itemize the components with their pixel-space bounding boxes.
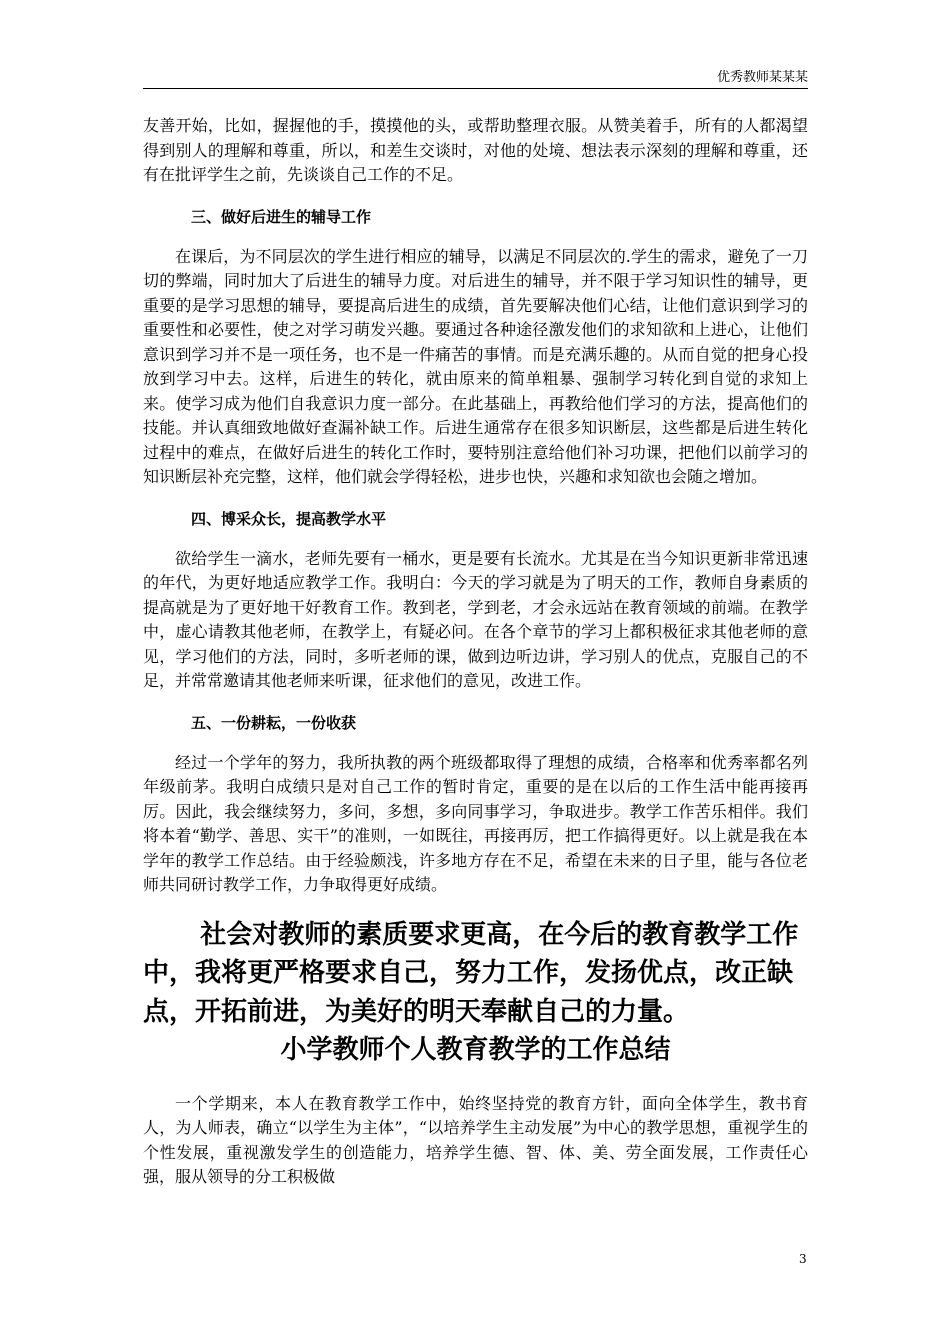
- paragraph-section-3: 在课后，为不同层次的学生进行相应的辅导，以满足不同层次的.学生的需求，避免了一刀切的弊端，同时加大了后进生的辅导力度。对后进生的辅导，并不限于学习知识性的辅导，更重要的是学习思想的辅导，要提高后进生的成绩，首先要解决他们心结，让他们意识到学习的重要性和必要性，使之对学习萌发兴趣。要通过各种途径激发他们的求知欲和上进心，让他们意识到学习并不是一项任务，也不是一件痛苦的事情。而是充满乐趣的。从而自觉的把身心投放到学习中去。这样，后进生的转化，就由原来的简单粗暴、强制学习转化到自觉的求知上来。使学习成为他们自我意识力度一部分。在此基础上，再教给他们学习的方法，提高他们的技能。并认真细致地做好查漏补缺工作。后进生通常存在很多知识断层，这些都是后进生转化过程中的难点，在做好后进生的转化工作时，要特别注意给他们补习功课，把他们以前学习的知识断层补充完整，这样，他们就会学得轻松，进步也快，兴趣和求知欲也会随之增加。: [143, 246, 808, 486]
- page-number: 3: [799, 1252, 807, 1266]
- header-title: 优秀教师某某某: [716, 70, 808, 85]
- paragraph-intro: 友善开始，比如，握握他的手，摸摸他的头，或帮助整理衣服。从赞美着手，所有的人都渴望得到别人的理解和尊重，所以，和差生交谈时，对他的处境、想法表示深刻的理解和尊重，还有在批评学生之前，先谈谈自己工作的不足。: [143, 116, 808, 184]
- paragraph-section-5: 经过一个学年的努力，我所执教的两个班级都取得了理想的成绩，合格率和优秀率都名列年级前茅。我明白成绩只是对自己工作的暂时肯定，重要的是在以后的工作生活中能再接再厉。因此，我会继续努力，多问，多想，多向同事学习，争取进步。教学工作苦乐相伴。我们将本着“勤学、善思、实干”的准则，一如既往，再接再厉，把工作搞得更好。以上就是我在本学年的教学工作总结。由于经验颇浅，许多地方存在不足，希望在未来的日子里，能与各位老师共同研讨教学工作，力争取得更好成绩。: [143, 752, 808, 894]
- header-rule: [143, 88, 808, 89]
- document-subtitle: 小学教师个人教育教学的工作总结: [280, 1035, 671, 1065]
- paragraph-section-4: 欲给学生一滴水，老师先要有一桶水，更是要有长流水。尤其是在当今知识更新非常迅速的年代，为更好地适应教学工作。我明白：今天的学习就是为了明天的工作，教师自身素质的提高就是为了更好地干好教育工作。教到老，学到老，才会永远站在教育领域的前端。在教学中，虚心请教其他老师，在教学上，有疑必问。在各个章节的学习上都积极征求其他老师的意见，学习他们的方法，同时，多听老师的课，做到边听边讲，学习别人的优点，克服自己的不足，并常常邀请其他老师来听课，征求他们的意见，改进工作。: [143, 548, 808, 690]
- paragraph-new-summary: 一个学期来，本人在教育教学工作中，始终坚持党的教育方针，面向全体学生，教书育人，为人师表，确立“以学生为主体”，“以培养学生主动发展”为中心的教学思想，重视学生的个性发展，重视激发学生的创造能力，培养学生德、智、体、美、劳全面发展，工作责任心强，服从领导的分工积极做: [143, 1093, 808, 1186]
- section-heading-3: 三、做好后进生的辅导工作: [191, 207, 372, 226]
- big-statement: 社会对教师的素质要求更高，在今后的教育教学工作中，我将更严格要求自己，努力工作，发扬优点，改正缺点，开拓前进，为美好的明天奉献自己的力量。: [143, 919, 799, 1027]
- section-heading-4: 四、博采众长，提高教学水平: [191, 509, 387, 528]
- section-heading-5: 五、一份耕耘，一份收获: [191, 713, 357, 732]
- document-body: [143, 114, 808, 1190]
